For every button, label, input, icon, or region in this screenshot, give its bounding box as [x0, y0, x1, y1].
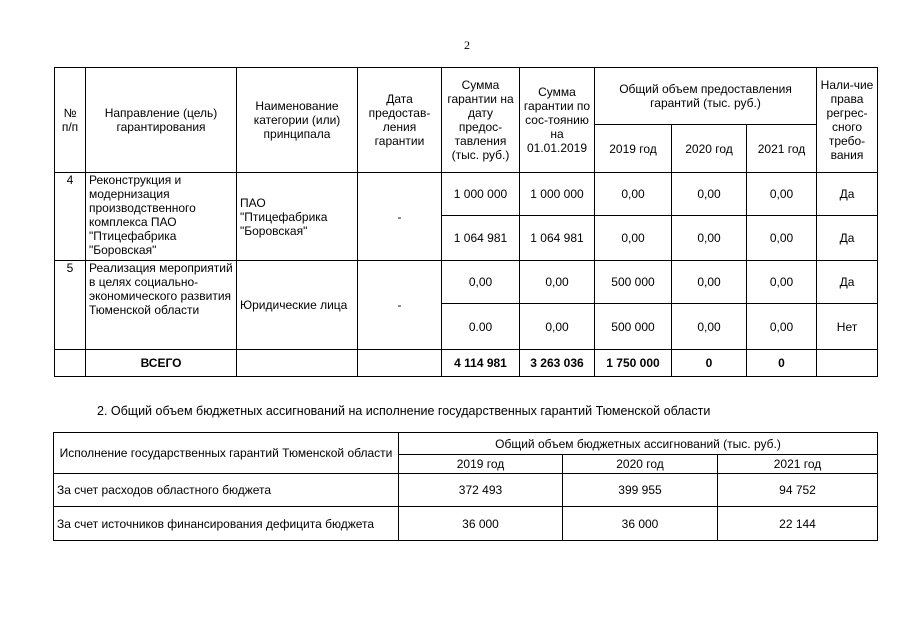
header-execution: Исполнение государственных гарантий Тюменской области — [54, 433, 399, 474]
header-category: Наименование категории (или) принципала — [237, 68, 358, 173]
cell-2020: 399 955 — [563, 474, 718, 507]
table-row — [55, 173, 878, 216]
header-2021: 2021 год — [718, 455, 878, 474]
cell-2021: 22 144 — [718, 507, 878, 541]
row-num: 5 — [55, 261, 86, 350]
cell-2021: 0,00 — [747, 304, 817, 350]
cell-2020: 36 000 — [563, 507, 718, 541]
total-row — [55, 350, 878, 377]
row-direction: Реконструкция и модернизация производственного комплекса ПАО "Птицефабрика "Боровская" — [86, 173, 237, 261]
cell-2020: 0,00 — [672, 261, 747, 304]
cell-2020: 0,00 — [672, 173, 747, 216]
cell-2021: 0,00 — [747, 261, 817, 304]
header-direction: Направление (цель) гарантирования — [86, 68, 237, 173]
total-2020: 0 — [672, 350, 747, 377]
total-empty-cell — [237, 350, 358, 377]
cell-regress: Да — [817, 261, 878, 304]
cell-2019: 0,00 — [595, 216, 672, 261]
header-2021: 2021 год — [747, 125, 817, 173]
cell-2019: 500 000 — [595, 261, 672, 304]
header-2020: 2020 год — [672, 125, 747, 173]
guarantees-table — [54, 67, 878, 377]
cell-regress: Да — [817, 216, 878, 261]
cell-2020: 0,00 — [672, 216, 747, 261]
cell-2019: 0,00 — [595, 173, 672, 216]
cell-2019: 372 493 — [399, 474, 563, 507]
row-label: За счет расходов областного бюджета — [54, 474, 399, 507]
budget-allocations-table — [53, 432, 878, 541]
total-empty-cell — [817, 350, 878, 377]
section-2-caption: 2. Общий объем бюджетных ассигнований на исполнение государственных гарантий Тюменской области — [97, 404, 711, 418]
row-category: ПАО "Птицефабрика "Боровская" — [237, 173, 358, 261]
row-direction: Реализация мероприятий в целях социально-экономического развития Тюменской области — [86, 261, 237, 350]
header-date: Дата предостав-ления гарантии — [358, 68, 442, 173]
cell-2020: 0,00 — [672, 304, 747, 350]
cell-regress: Да — [817, 173, 878, 216]
header-2019: 2019 год — [595, 125, 672, 173]
total-empty-cell — [358, 350, 442, 377]
header-2019: 2019 год — [399, 455, 563, 474]
table-row — [54, 474, 878, 507]
row-date: - — [358, 261, 442, 350]
header-total-allocations: Общий объем бюджетных ассигнований (тыс. руб.) — [399, 433, 878, 455]
header-regress: Нали-чие права регрес-сного требо-вания — [817, 68, 878, 173]
row-category: Юридические лица — [237, 261, 358, 350]
total-sum-date: 4 114 981 — [442, 350, 520, 377]
total-2021: 0 — [747, 350, 817, 377]
cell-sum-state: 1 064 981 — [520, 216, 595, 261]
cell-sum-state: 1 000 000 — [520, 173, 595, 216]
header-num: № п/п — [55, 68, 86, 173]
total-2019: 1 750 000 — [595, 350, 672, 377]
cell-2021: 0,00 — [747, 173, 817, 216]
table-row — [55, 261, 878, 304]
page-number: 2 — [464, 38, 470, 52]
cell-2021: 94 752 — [718, 474, 878, 507]
cell-sum-date: 0,00 — [442, 261, 520, 304]
cell-sum-date: 1 064 981 — [442, 216, 520, 261]
row-num: 4 — [55, 173, 86, 261]
header-2020: 2020 год — [563, 455, 718, 474]
row-label: За счет источников финансирования дефицита бюджета — [54, 507, 399, 541]
total-empty-cell — [55, 350, 86, 377]
cell-2019: 500 000 — [595, 304, 672, 350]
header-sum-date: Сумма гарантии на дату предос-тавления (тыс. руб.) — [442, 68, 520, 173]
total-label: ВСЕГО — [86, 350, 237, 377]
header-sum-state: Сумма гарантии по сос-тоянию на 01.01.2019 — [520, 68, 595, 173]
total-sum-state: 3 263 036 — [520, 350, 595, 377]
cell-2019: 36 000 — [399, 507, 563, 541]
header-total-volume: Общий объем предоставления гарантий (тыс. руб.) — [595, 68, 817, 125]
cell-regress: Нет — [817, 304, 878, 350]
table-row — [54, 507, 878, 541]
cell-sum-date: 1 000 000 — [442, 173, 520, 216]
cell-sum-state: 0,00 — [520, 261, 595, 304]
cell-sum-state: 0,00 — [520, 304, 595, 350]
cell-2021: 0,00 — [747, 216, 817, 261]
row-date: - — [358, 173, 442, 261]
cell-sum-date: 0.00 — [442, 304, 520, 350]
